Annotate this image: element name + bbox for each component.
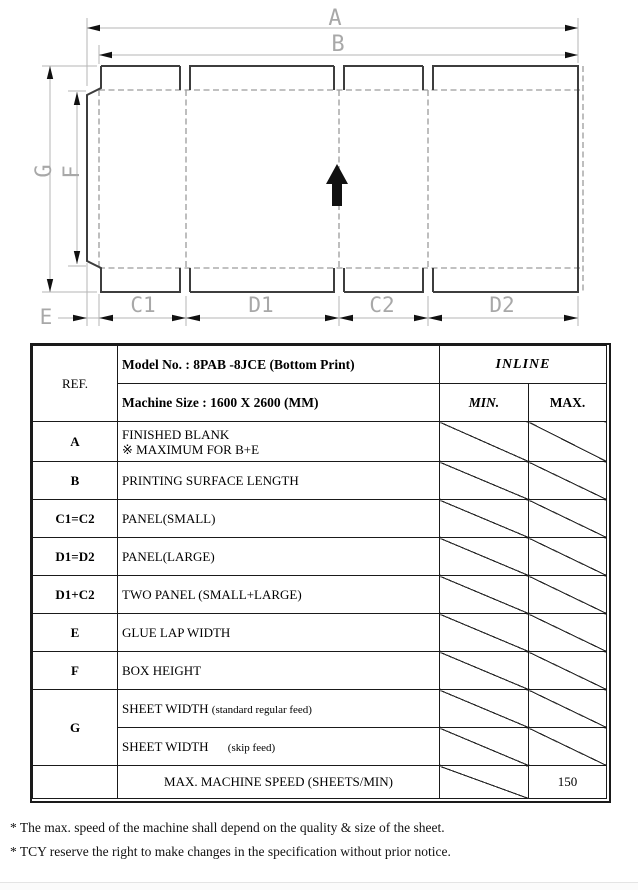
min-value-cell [440,690,529,728]
desc-cell: BOX HEIGHT [118,652,440,690]
ref-cell: C1=C2 [33,500,118,538]
desc-text: SHEET WIDTH [122,738,209,754]
ref-cell: G [33,690,118,766]
table-row-f [33,652,607,690]
min-value-cell [440,614,529,652]
speed-label-cell: MAX. MACHINE SPEED (SHEETS/MIN) [118,766,440,799]
machine-size-cell: Machine Size : 1600 X 2600 (MM) [118,384,440,422]
ref-cell: B [33,462,118,500]
desc-cell [118,422,440,462]
max-header-cell: MAX. [529,384,607,422]
dim-label-f: F [60,165,85,179]
box-blank-diagram [0,0,638,338]
table-row-max-speed [33,766,607,799]
table-row-b [33,462,607,500]
spec-table-frame [30,343,611,803]
feed-direction-arrow-icon [326,164,348,206]
ref-cell: E [33,614,118,652]
dim-label-g: G [32,164,57,178]
dimension-lines [42,18,578,326]
table-row-g-standard [33,690,607,728]
desc-line-1: FINISHED BLANK [122,426,230,442]
dim-label-c1: C1 [130,293,156,317]
footnote-tcy: * TCY reserve the right to make changes in the specification without prior notice. [10,843,451,859]
empty-ref-cell [33,766,118,799]
table-row-d1d2 [33,538,607,576]
max-value-cell [529,614,607,652]
max-value-cell [529,576,607,614]
header-row-machine [33,384,607,422]
min-value-cell [440,462,529,500]
ref-cell: D1+C2 [33,576,118,614]
desc-cell: PANEL(SMALL) [118,500,440,538]
min-value-cell [440,538,529,576]
max-value-cell [529,728,607,766]
desc-note: (skip feed) [227,741,276,754]
table-row-c1c2 [33,500,607,538]
dim-label-d1: D1 [248,293,274,317]
ref-cell: F [33,652,118,690]
max-value-cell [529,462,607,500]
desc-cell: PRINTING SURFACE LENGTH [118,462,440,500]
desc-cell: PANEL(LARGE) [118,538,440,576]
dim-label-b: B [331,32,345,57]
desc-note: (standard regular feed) [211,703,312,716]
min-value-cell [440,500,529,538]
desc-cell: TWO PANEL (SMALL+LARGE) [118,576,440,614]
dim-label-e: E [39,305,53,329]
table-row-a [33,422,607,462]
spec-table [32,345,607,799]
min-header-cell: MIN. [440,384,529,422]
table-row-g-skip [33,728,607,766]
max-value-cell [529,500,607,538]
desc-cell [118,728,440,766]
min-value-cell [440,422,529,462]
min-value-cell [440,766,529,799]
desc-line-2: ※ MAXIMUM FOR B+E [122,441,260,457]
desc-text: SHEET WIDTH [122,700,209,716]
model-no-cell: Model No. : 8PAB -8JCE (Bottom Print) [118,346,440,384]
table-row-e [33,614,607,652]
max-speed-value-cell: 150 [529,766,607,799]
ref-cell: D1=D2 [33,538,118,576]
desc-cell: GLUE LAP WIDTH [118,614,440,652]
max-value-cell [529,538,607,576]
desc-cell [118,690,440,728]
dimension-arrowheads [47,25,578,321]
max-value-cell [529,652,607,690]
footnote-speed: * The max. speed of the machine shall depend on the quality & size of the sheet. [10,820,445,835]
ref-cell: A [33,422,118,462]
dim-label-d2: D2 [489,293,515,317]
header-row-model [33,346,607,384]
max-value-cell [529,690,607,728]
dim-label-a: A [328,6,342,31]
footnotes [10,816,451,863]
min-value-cell [440,728,529,766]
min-value-cell [440,576,529,614]
inline-header-cell: INLINE [440,346,607,384]
page-bottom-divider [0,882,638,890]
table-row-d1c2 [33,576,607,614]
ref-header-cell: REF. [33,346,118,422]
dim-label-c2: C2 [369,293,395,317]
min-value-cell [440,652,529,690]
max-value-cell [529,422,607,462]
